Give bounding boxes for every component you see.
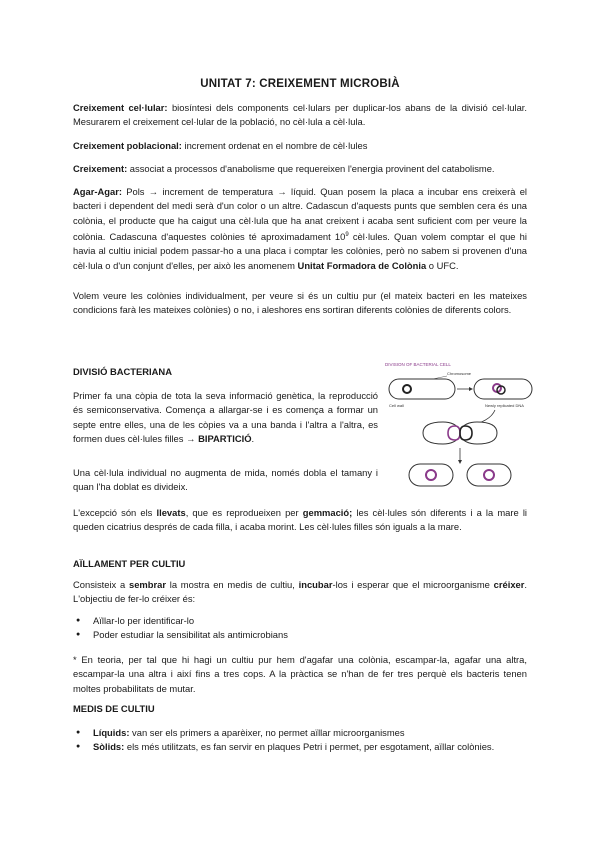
definition: associat a processos d'anabolisme que requereixen l'energia provinent del catabolisme. <box>127 163 495 174</box>
term: Agar-Agar: <box>73 186 122 197</box>
heading-medis-cultiu: MEDIS DE CULTIU <box>73 703 155 714</box>
list-item: ● Poder estudiar la sensibilitat als antimicrobians <box>73 628 527 642</box>
bold-term: Líquids: <box>93 727 130 738</box>
text: la mostra en medis de cultiu, <box>166 579 299 590</box>
text: Consisteix a <box>73 579 129 590</box>
text: -los i esperar que el microorganisme <box>332 579 494 590</box>
bold-term: créixer <box>493 579 525 590</box>
daughter-cell <box>467 464 511 486</box>
bacterial-division-figure <box>385 360 535 500</box>
paragraph-aillament <box>73 578 527 607</box>
media-list <box>73 726 527 755</box>
paragraph-creixement <box>73 162 527 176</box>
paragraph-mida: Una cèl·lula individual no augmenta de mida, només dobla el tamany i quan l'ha doblat es divideix. <box>73 467 378 493</box>
arrow-down-icon <box>458 460 462 464</box>
arrow-right-icon <box>469 387 473 391</box>
label-new-dna: Newly replicated DNA <box>485 403 524 408</box>
heading-divisio-bacteriana: DIVISIÓ BACTERIANA <box>73 366 172 377</box>
term: Creixement cel·lular: <box>73 102 168 113</box>
term: Creixement poblacional: <box>73 140 182 151</box>
text: L'excepció són els <box>73 507 157 518</box>
objectives-list <box>73 614 527 643</box>
paragraph-biparticio <box>73 389 378 446</box>
text: , que es reprodueixen per <box>185 507 303 518</box>
text: Pols → increment de temperatura → líquid. Quan posem la placa a incubar ens creixerà el bacteri i dependent del medi serà d'un color o un altre. Cadascun d'aquests punts que semblen cera és una colònia, el producte que ha caigut una cèl·lula que ha anat creixent i acaba sent suficient com per veure la colònia. Cadascuna d'aquestes colònies té aproximadament 10 <box>73 186 527 243</box>
bold-term: gemmació; <box>302 507 353 518</box>
page-title: UNITAT 7: CREIXEMENT MICROBIÀ <box>200 78 400 90</box>
list-item: ● Aïllar-lo per identificar-lo <box>73 614 527 628</box>
list-item <box>73 740 527 754</box>
bold-term: incubar <box>298 579 333 590</box>
text: les cèl·lules són diferents i a la mare li queden cicatrius després de cada filla, i acaba morint. Les cèl·lules filles són iguals a la mare. <box>73 507 527 533</box>
list-item <box>73 726 527 740</box>
label-cell-wall: Cell wall <box>389 403 404 408</box>
text: Primer fa una còpia de tota la seva informació genètica, la reproducció és semiconservativa. Comença a allargar-se i es comença a formar un septe entre elles, una de les còpies va a una banda i l'altra a l'altra, es formen dues cèl·lules filles → <box>73 390 378 444</box>
term: Creixement: <box>73 163 128 174</box>
label-chromosome: Chromosome <box>447 371 472 376</box>
text: els més utilitzats, es fan servir en plaques Petri i permet, per esgotament, aïllar colònies. <box>124 741 495 753</box>
bold-term: Unitat Formadora de Colònia <box>297 259 427 271</box>
heading-aillament: AÏLLAMENT PER CULTIU <box>73 558 186 569</box>
paragraph-creixement-cellular <box>73 101 527 130</box>
text: o UFC. <box>426 259 459 271</box>
paragraph-creixement-poblacional <box>73 139 527 153</box>
daughter-cell <box>409 464 453 486</box>
text: . L'objectiu de fer-lo créixer és: <box>73 579 528 605</box>
bold-term: sembrar <box>128 579 166 590</box>
bold-term: llevats <box>156 507 186 518</box>
replicating-cell <box>474 379 532 399</box>
bold-term: BIPARTICIÓ <box>198 432 252 444</box>
paragraph-llevats <box>73 506 527 535</box>
paragraph-agar-agar <box>73 185 527 273</box>
parent-cell <box>389 379 455 399</box>
text: . <box>251 432 255 444</box>
definition: increment ordenat en el nombre de cèl·lules <box>181 140 368 151</box>
text: cèl·lules. Quan volem comptar el que hi havia al cultiu inicial podem passar-ho a una placa i comptar les colònies, però no sabem si provenen d'una cèl·lula o d'un conjunt d'elles, per això les anomenem <box>73 231 527 271</box>
definition: biosíntesi dels components cel·lulars per duplicar-los abans de la divisió cel·lular. Mesurarem el creixement cel·lular de la població, no cèl·lula a cèl·lula. <box>73 102 527 128</box>
paragraph-colonies: Volem veure les colònies individualment, per veure si és un cultiu pur (el mateix bacteri en les mateixes condicions farà les mateixes colònies) o no, i aleshores ens sortiran diferents colònies de diferents colors. <box>73 290 527 316</box>
text: van ser els primers a aparèixer, no permet aïllar microorganismes <box>129 727 405 738</box>
paragraph-cultiu-pur: * En teoria, per tal que hi hagi un cultiu pur hem d'agafar una colònia, escampar-la, agafar una altra, escampar-la una altra i així fins a tres cops. A la pràctica se n'han de fer tres perquè els bacteris tenen moltes probabilitats de mutar. <box>73 654 527 694</box>
bold-term: Sòlids: <box>93 741 125 753</box>
figure-caption: DIVISION OF BACTERIAL CELL <box>385 362 451 367</box>
exponent: 9 <box>345 231 349 238</box>
